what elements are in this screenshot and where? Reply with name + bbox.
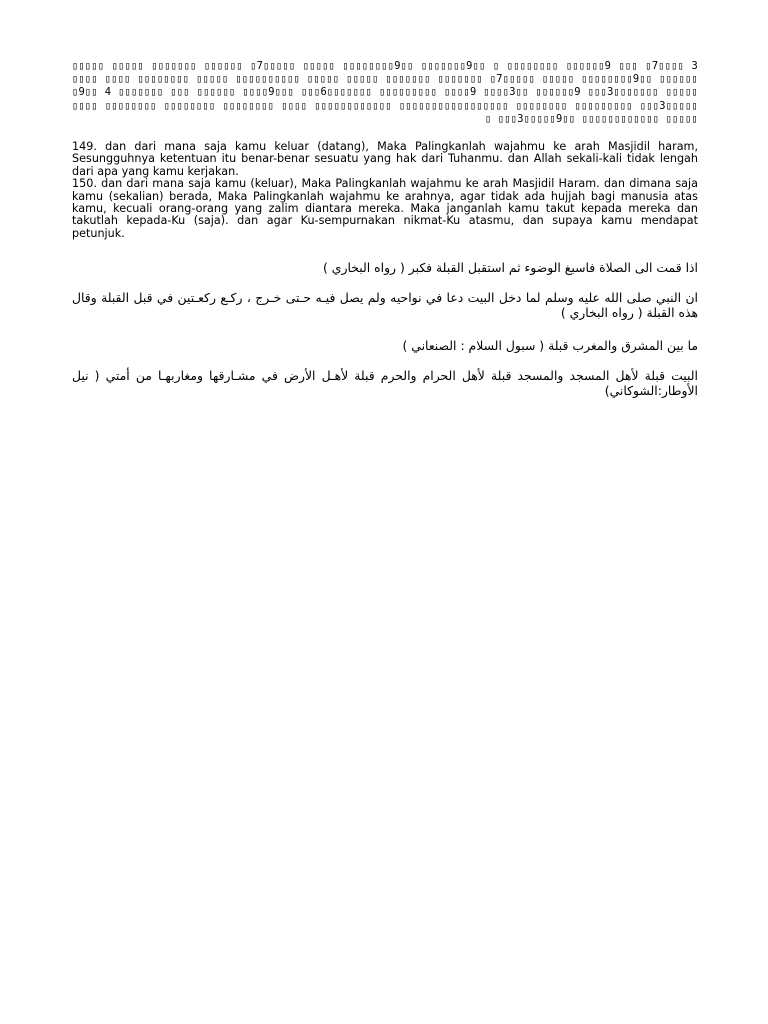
hadith-nail-autar: البيت قبلة لأهل المسجد والمسجد قبلة لأهل الحرام والحرم قبلة لأهـل الأرض في مشـارقها ومغاربهـا من أمتي ( نيل الأوطار:الشوكاني) xyxy=(72,368,698,399)
unrendered-arabic-text: ▯▯▯▯▯ ▯▯▯▯▯ ▯▯▯▯▯▯▯ ▯▯▯▯▯▯ ▯7▯▯▯▯▯ ▯▯▯▯▯ ▯▯▯▯▯▯▯▯9▯▯ ▯▯▯▯▯▯▯9▯▯ ▯ ▯▯▯▯▯▯▯▯ ▯▯▯▯▯▯9 ▯▯▯ ▯7▯▯▯▯ 3 ▯▯▯▯ ▯▯▯▯ ▯▯▯▯▯▯▯▯ ▯▯▯▯▯ ▯▯▯▯▯▯▯▯▯▯ ▯▯▯▯▯ ▯▯▯▯▯ ▯▯▯▯▯▯▯ ▯▯▯▯▯▯▯ ▯7▯▯▯▯▯ ▯▯▯▯▯ ▯▯▯▯▯▯▯▯9▯▯ ▯▯▯▯▯▯▯9▯▯ 4 ▯▯▯▯▯▯▯ ▯▯▯ ▯▯▯▯▯▯ ▯▯▯▯9▯▯▯ ▯▯▯6▯▯▯▯▯▯▯ ▯▯▯▯▯▯▯▯▯ ▯▯▯▯9 ▯▯▯▯3▯▯ ▯▯▯▯▯▯9 ▯▯▯3▯▯▯▯▯▯▯ ▯▯▯▯▯ ▯▯▯▯ ▯▯▯▯▯▯▯▯ ▯▯▯▯▯▯▯▯ ▯▯▯▯▯▯▯▯ ▯▯▯▯ ▯▯▯▯▯▯▯▯▯▯▯▯ ▯▯▯▯▯▯▯▯▯▯▯▯▯▯▯▯▯ ▯▯▯▯▯▯▯▯ ▯▯▯▯▯▯▯▯▯ ▯▯▯3▯▯▯▯▯▯ ▯▯▯3▯▯▯▯▯9▯▯ ▯▯▯▯▯▯▯▯▯▯▯▯ ▯▯▯▯▯ xyxy=(72,60,698,125)
hadith-bukhari-wudu: اذا قمت الى الصلاة فاسبغ الوضوء ثم استقبل القبلة فكبر ( رواه البخاري ) xyxy=(323,260,698,276)
hadith-subul-salam: ما بين المشرق والمغرب قبلة ( سبول السلام : الصنعاني ) xyxy=(402,338,698,354)
document-page xyxy=(72,60,698,398)
verse-150-translation: 150. dan dari mana saja kamu (keluar), Maka Palingkanlah wajahmu ke arah Masjidil Haram. dan dimana saja kamu (sekalian) berada, Maka Palingkanlah wajahmu ke arahnya, agar tidak ada hujjah bagi manusia atas kamu, kecuali orang-orang yang zalim diantara mereka. Maka janganlah kamu takut kepada mereka dan takutlah kepada-Ku (saja). dan agar Ku-sempurnakan nikmat-Ku atasmu, dan supaya kamu mendapat petunjuk. xyxy=(72,177,698,240)
verse-149-translation: 149. dan dari mana saja kamu keluar (datang), Maka Palingkanlah wajahmu ke arah Masjidil haram, Sesungguhnya ketentuan itu benar-benar sesuatu yang hak dari Tuhanmu. dan Allah sekali-kali tidak lengah dari apa yang kamu kerjakan. xyxy=(72,140,698,178)
hadith-bukhari-kabah: ان النبي صلى الله عليه وسلم لما دخل البيت دعا في نواحيه ولم يصل فيـه حـتى خـرج ، ركـع ركعـتين في قبل القبلة وقال هذه القبلة ( رواه البخاري ) xyxy=(72,290,698,321)
